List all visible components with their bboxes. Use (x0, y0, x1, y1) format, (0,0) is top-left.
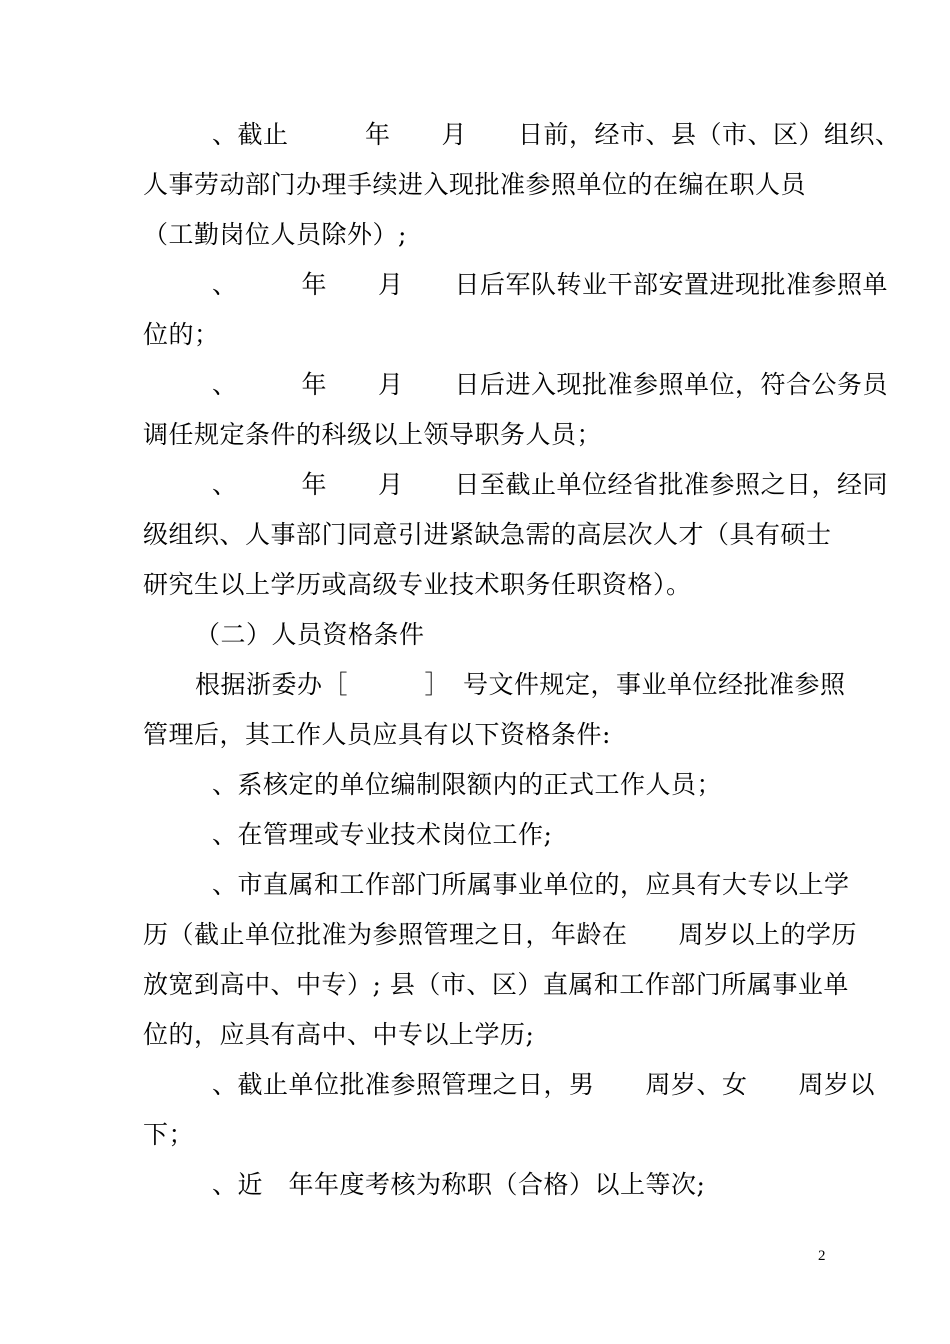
section-heading: （二）人员资格条件 (195, 620, 425, 649)
text-line: 根据浙委办［ ］ 号文件规定，事业单位经批准参照 (195, 670, 846, 699)
text-line: 、系核定的单位编制限额内的正式工作人员； (212, 770, 723, 799)
text-line: 研究生以上学历或高级专业技术职务任职资格）。 (143, 570, 692, 599)
text-line: 、 年 月 日后军队转业干部安置进现批准参照单 (212, 270, 889, 299)
text-line: （工勤岗位人员除外）; (143, 220, 407, 249)
text-line: 调任规定条件的科级以上领导职务人员； (143, 420, 603, 449)
text-line: 位的； (143, 320, 220, 349)
page-number: 2 (818, 1248, 826, 1264)
text-line: 、在管理或专业技术岗位工作; (212, 820, 553, 849)
text-line: 、 年 月 日后进入现批准参照单位，符合公务员 (212, 370, 889, 399)
text-line: 下； (143, 1120, 195, 1149)
text-line: 、 年 月 日至截止单位经省批准参照之日，经同 (212, 470, 889, 499)
text-line: 放宽到高中、中专）; 县（市、区）直属和工作部门所属事业单 (143, 970, 849, 999)
text-line: 位的，应具有高中、中专以上学历; (143, 1020, 535, 1049)
text-line: 、市直属和工作部门所属事业单位的，应具有大专以上学 (212, 870, 850, 899)
text-line: 、截止单位批准参照管理之日，男 周岁、女 周岁以 (212, 1070, 876, 1099)
text-line: 、截止 年 月 日前，经市、县（市、区）组织、 (212, 120, 901, 149)
text-line: 级组织、人事部门同意引进紧缺急需的高层次人才（具有硕士 (143, 520, 832, 549)
text-line: 管理后，其工作人员应具有以下资格条件: (143, 720, 611, 749)
text-line: 、近 年年度考核为称职（合格）以上等次; (212, 1170, 706, 1199)
text-line: 人事劳动部门办理手续进入现批准参照单位的在编在职人员 (143, 170, 807, 199)
text-line: 历（截止单位批准为参照管理之日，年龄在 周岁以上的学历 (143, 920, 858, 949)
